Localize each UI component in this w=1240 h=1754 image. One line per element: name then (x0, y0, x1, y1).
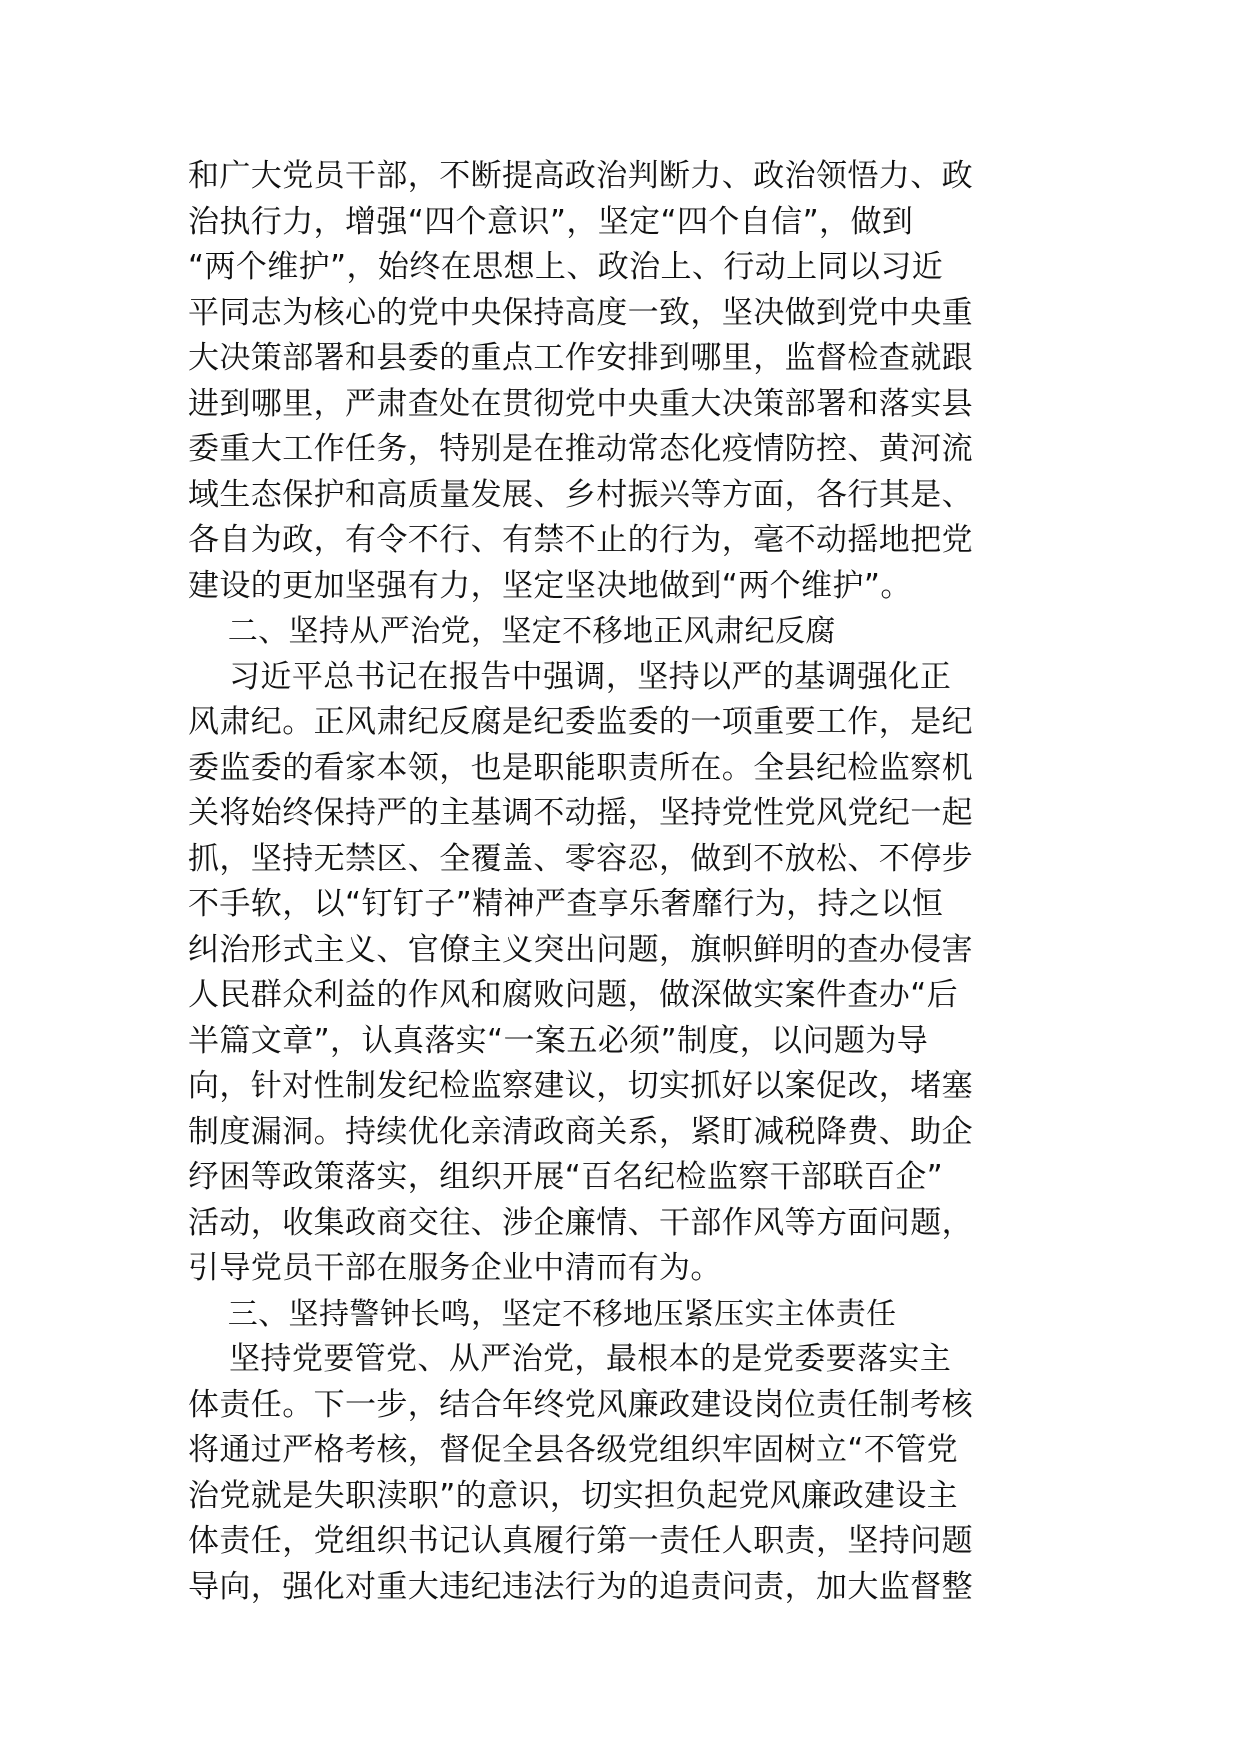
document-body (188, 154, 1054, 1610)
text-line: 坚持党要管党、从严治党，最根本的是党委要落实主 (188, 1341, 952, 1377)
text-line: 活动，收集政商交往、涉企廉情、干部作风等方面问题， (188, 1204, 973, 1241)
text-line: 风肃纪。正风肃纪反腐是纪委监委的一项重要工作，是纪 (188, 704, 973, 740)
text-line: 和广大党员干部，不断提高政治判断力、政治领悟力、政 (188, 158, 973, 194)
text-line: 关将始终保持严的主基调不动摇，坚持党性党风党纪一起 (188, 795, 973, 831)
text-line: 委重大工作任务，特别是在推动常态化疫情防控、黄河流 (188, 431, 973, 467)
text-line: 将通过严格考核，督促全县各级党组织牢固树立“不管党 (188, 1432, 959, 1468)
text-line: 纾困等政策落实，组织开展“百名纪检监察干部联百企” (188, 1159, 944, 1195)
section-heading-3: 三、坚持警钟长鸣，坚定不移地压紧压实主体责任 (188, 1296, 897, 1332)
text-line: 体责任。下一步，结合年终党风廉政建设岗位责任制考核 (188, 1386, 973, 1423)
text-line: 习近平总书记在报告中强调，坚持以严的基调强化正 (188, 658, 952, 695)
text-line: “两个维护”，始终在思想上、政治上、行动上同以习近 (188, 249, 944, 285)
text-line: 各自为政，有令不行、有禁不止的行为，毫不动摇地把党 (188, 522, 973, 558)
text-line: 平同志为核心的党中央保持高度一致，坚决做到党中央重 (188, 294, 973, 331)
text-line: 抓，坚持无禁区、全覆盖、零容忍，做到不放松、不停步 (188, 840, 973, 877)
text-line: 制度漏洞。持续优化亲清政商关系，紧盯减税降费、助企 (188, 1113, 973, 1150)
text-line: 治执行力，增强“四个意识”，坚定“四个自信”，做到 (188, 203, 914, 240)
text-line: 人民群众利益的作风和腐败问题，做深做实案件查办“后 (188, 977, 959, 1013)
text-line: 不手软，以“钉钉子”精神严查享乐奢靡行为，持之以恒 (188, 886, 944, 922)
text-line: 引导党员干部在服务企业中清而有为。 (188, 1250, 722, 1286)
text-line: 治党就是失职渎职”的意识，切实担负起党风廉政建设主 (188, 1477, 959, 1514)
text-line: 进到哪里，严肃查处在贯彻党中央重大决策部署和落实县 (188, 385, 973, 422)
text-line: 建设的更加坚强有力，坚定坚决地做到“两个维护”。 (188, 567, 912, 604)
section-heading-2: 二、坚持从严治党，坚定不移地正风肃纪反腐 (188, 614, 836, 649)
text-line: 域生态保护和高质量发展、乡村振兴等方面，各行其是、 (188, 476, 973, 513)
text-line: 委监委的看家本领，也是职能职责所在。全县纪检监察机 (188, 749, 973, 786)
text-line: 半篇文章”，认真落实“一案五必须”制度，以问题为导 (188, 1022, 929, 1059)
text-line: 导向，强化对重大违纪违法行为的追责问责，加大监督整 (188, 1568, 973, 1605)
text-line: 纠治形式主义、官僚主义突出问题，旗帜鲜明的查办侵害 (188, 931, 973, 968)
text-line: 大决策部署和县委的重点工作安排到哪里，监督检查就跟 (188, 340, 973, 376)
text-line: 向，针对性制发纪检监察建议，切实抓好以案促改，堵塞 (188, 1068, 973, 1104)
text-line: 体责任，党组织书记认真履行第一责任人职责，坚持问题 (188, 1523, 973, 1559)
